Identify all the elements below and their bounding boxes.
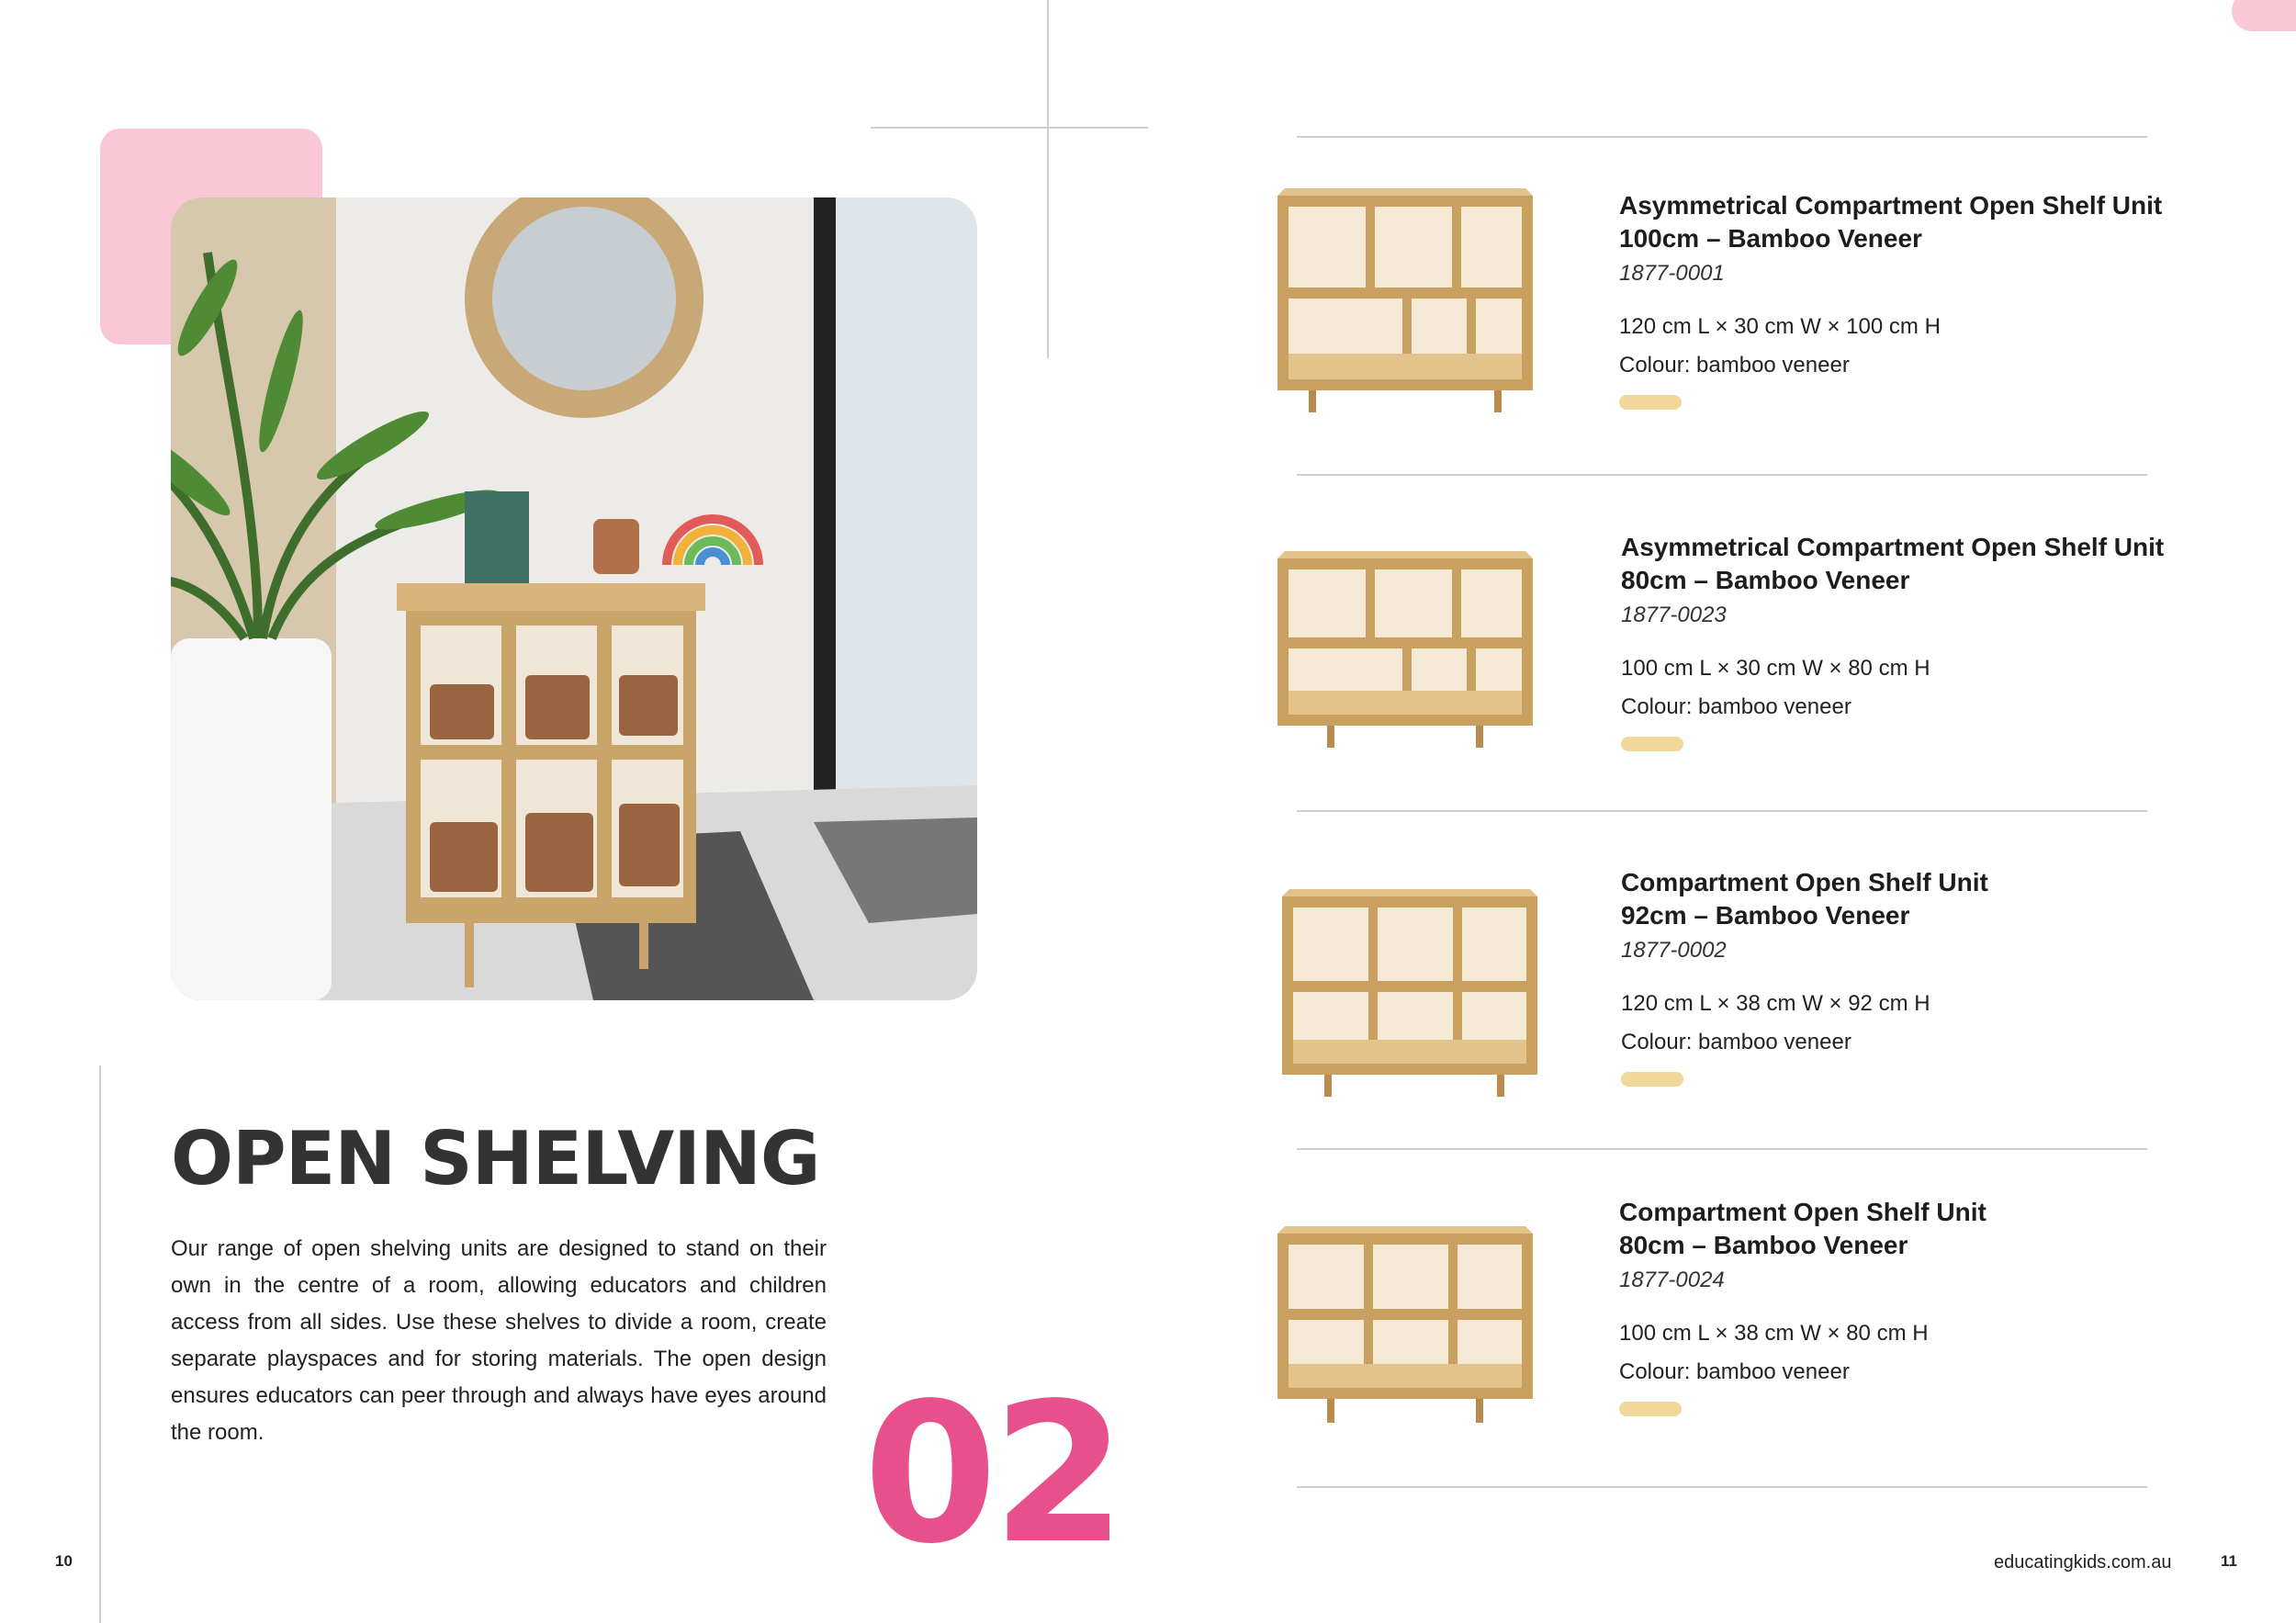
product-dimensions: 120 cm L × 30 cm W × 100 cm H [1619,314,1941,339]
product-sku: 1877-0023 [1621,603,1727,627]
page-number-right: 11 [2221,1552,2237,1570]
product-divider [1297,1148,2147,1150]
product-image-compartment-92cm [1277,880,1543,1110]
product-colour: Colour: bamboo veneer [1621,1030,1851,1054]
colour-swatch-bamboo [1619,1402,1682,1416]
product-name [1621,866,2190,932]
product-name [1619,189,2189,255]
product-image-asymmetrical-80cm [1272,537,1538,767]
product-name-line1: Compartment Open Shelf Unit [1621,868,1988,896]
product-image-compartment-80cm [1272,1212,1538,1442]
divider-vertical-left [99,1065,101,1623]
colour-swatch-bamboo [1621,737,1683,751]
product-name-line1: Asymmetrical Compartment Open Shelf Unit [1621,533,2165,561]
product-divider [1297,810,2147,812]
section-number: 02 [863,1361,1121,1586]
product-divider [1297,474,2147,476]
product-divider [1297,136,2147,138]
product-colour: Colour: bamboo veneer [1619,353,1850,378]
colour-swatch-bamboo [1621,1072,1683,1087]
product-name-line1: Asymmetrical Compartment Open Shelf Unit [1619,191,2163,220]
pink-corner-tab [2232,0,2296,31]
product-sku: 1877-0002 [1621,938,1727,963]
product-name-line2: 100cm – Bamboo Veneer [1619,224,1922,253]
product-image-asymmetrical-100cm [1272,188,1538,418]
page-number-left: 10 [55,1552,73,1570]
product-name-line2: 92cm – Bamboo Veneer [1621,901,1910,930]
product-sku: 1877-0024 [1619,1268,1725,1292]
product-divider [1297,1486,2147,1488]
colour-swatch-bamboo [1619,395,1682,410]
product-sku: 1877-0001 [1619,261,1725,286]
product-dimensions: 120 cm L × 38 cm W × 92 cm H [1621,991,1930,1016]
product-name-line2: 80cm – Bamboo Veneer [1619,1231,1908,1259]
website-link[interactable]: educatingkids.com.au [1994,1552,2172,1572]
section-title: OPEN SHELVING [171,1116,820,1201]
section-description: Our range of open shelving units are designed to stand on their own in the centre of a room, allowing educators and children access from all sides. Use these shelves to divide a room, create separate playspaces and for storing materials. The open design ensures educators can peer through and always have eyes around the room. [171,1236,827,1445]
product-name [1621,531,2190,597]
product-colour: Colour: bamboo veneer [1619,1359,1850,1384]
divider-vertical-top [1047,0,1049,358]
product-name-line1: Compartment Open Shelf Unit [1619,1198,1986,1226]
divider-horizontal-top [871,127,1148,129]
product-name-line2: 80cm – Bamboo Veneer [1621,566,1910,594]
product-dimensions: 100 cm L × 38 cm W × 80 cm H [1619,1321,1929,1346]
lifestyle-photo [171,197,977,1000]
product-dimensions: 100 cm L × 30 cm W × 80 cm H [1621,656,1930,681]
product-colour: Colour: bamboo veneer [1621,694,1851,719]
product-name [1619,1196,2189,1262]
